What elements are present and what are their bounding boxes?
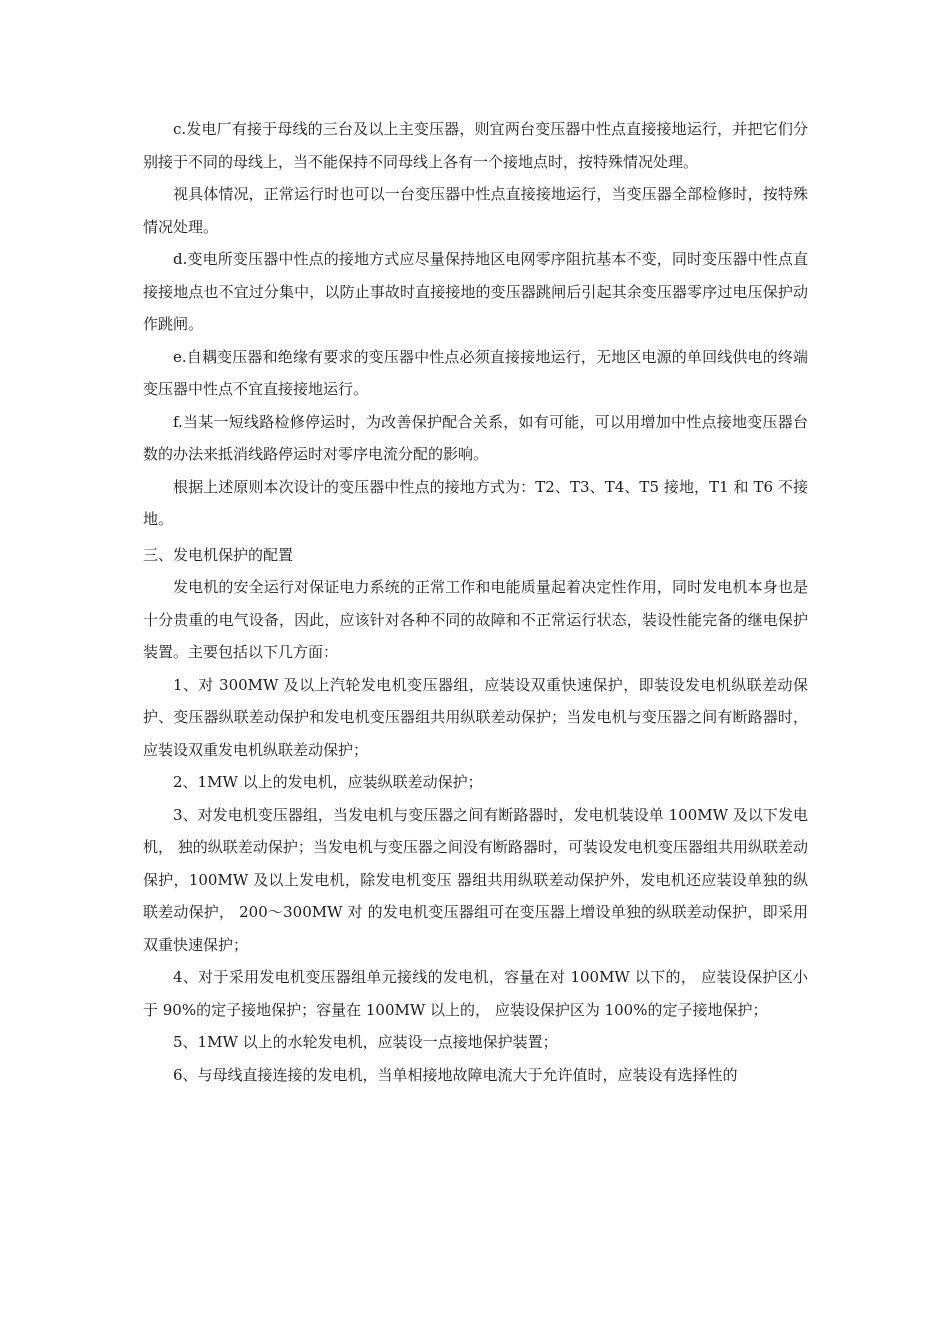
- list-item-1: 1、对 300MW 及以上汽轮发电机变压器组，应装设双重快速保护，即装设发电机纵联差动保护、变压器纵联差动保护和发电机变压器组共用纵联差动保护；当发电机与变压器之间有断路器时，应装设双重发电机纵联差动保护；: [143, 675, 808, 759]
- paragraph-d: d.变电所变压器中性点的接地方式应尽量保持地区电网零序阻抗基本不变，同时变压器中性点直接接地点也不宜过分集中，以防止事故时直接接地的变压器跳闸后引起其余变压器零序过电压保护动作跳闸。: [143, 250, 808, 333]
- section-intro-paragraph: 发电机的安全运行对保证电力系统的正常工作和电能质量起着决定性作用，同时发电机本身也是十分贵重的电气设备，因此，应该针对各种不同的故障和不正常运行状态，装设性能完备的继电保护装置。主要包括以下几方面：: [143, 578, 808, 661]
- section-heading: 三、发电机保护的配置: [143, 545, 294, 564]
- list-item-3: 3、对发电机变压器组，当发电机与变压器之间有断路器时，发电机装设单 100MW 及以下发电机， 独的纵联差动保护；当发电机与变压器之间没有断路器时，可装设发电机变压器组共用纵联差动保护，100MW 及以上发电机，除发电机变压 器组共用纵联差动保护外，发电机还应装设单独的纵联差动保护， 200～300MW 对 的发电机变压器组可在变压器上增设单独的纵联差动保护，即采用双重快速保护；: [143, 805, 808, 954]
- paragraph-f: f.当某一短线路检修停运时，为改善保护配合关系，如有可能，可以用增加中性点接地变压器台数的办法来抵消线路停运时对零序电流分配的影响。: [143, 412, 808, 463]
- document-body: [143, 113, 808, 1091]
- list-item-2: 2、1MW 以上的发电机，应装纵联差动保护；: [173, 773, 483, 791]
- paragraph-c: c.发电厂有接于母线的三台及以上主变压器，则宜两台变压器中性点直接接地运行，并把它们分别接于不同的母线上，当不能保持不同母线上各有一个接地点时，按特殊情况处理。: [143, 120, 808, 171]
- list-item-5: 5、1MW 以上的水轮发电机，应装设一点接地保护装置；: [173, 1033, 558, 1051]
- list-item-6: 6、与母线直接连接的发电机，当单相接地故障电流大于允许值时，应装设有选择性的: [173, 1065, 738, 1084]
- paragraph-conclusion: 根据上述原则本次设计的变压器中性点的接地方式为：T2、T3、T4、T5 接地，T1 和 T6 不接地。: [143, 477, 808, 528]
- list-item-4: 4、对于采用发电机变压器组单元接线的发电机，容量在对 100MW 以下的， 应装设保护区小于 90%的定子接地保护；容量在 100MW 以上的， 应装设保护区为 100%的定子接地保护；: [143, 968, 808, 1019]
- paragraph-c-note: 视具体情况，正常运行时也可以一台变压器中性点直接接地运行，当变压器全部检修时，按特殊情况处理。: [143, 185, 808, 236]
- paragraph-e: e.自耦变压器和绝缘有要求的变压器中性点必须直接接地运行，无地区电源的单回线供电的终端变压器中性点不宜直接接地运行。: [143, 347, 808, 398]
